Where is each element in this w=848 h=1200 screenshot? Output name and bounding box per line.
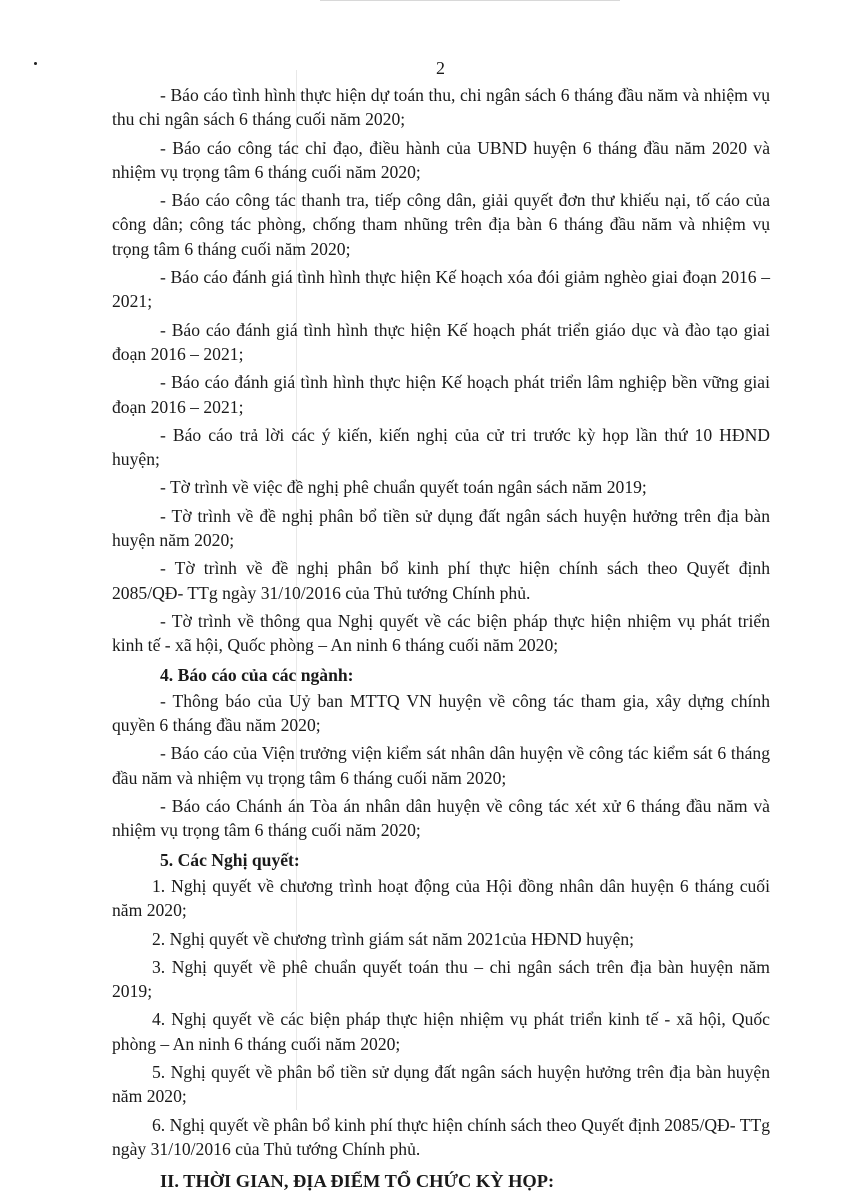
list-item: 3. Nghị quyết về phê chuẩn quyết toán thu – chi ngân sách trên địa bàn huyện năm 2019; (112, 956, 770, 1002)
scan-dot (34, 62, 37, 65)
section-heading-4: 4. Báo cáo của các ngành: (160, 664, 354, 685)
list-item: 1. Nghị quyết về chương trình hoạt động của Hội đồng nhân dân huyện 6 tháng cuối năm 2020; (112, 875, 770, 921)
list-item: - Tờ trình về đề nghị phân bổ tiền sử dụng đất ngân sách huyện hưởng trên địa bàn huyện năm 2020; (112, 505, 770, 551)
list-item: - Báo cáo công tác chỉ đạo, điều hành của UBND huyện 6 tháng đầu năm 2020 và nhiệm vụ trọng tâm 6 tháng cuối năm 2020; (112, 137, 770, 182)
list-item: - Báo cáo trả lời các ý kiến, kiến nghị của cử tri trước kỳ họp lần thứ 10 HĐND huyện; (112, 424, 770, 470)
page-number: 2 (436, 58, 445, 78)
list-item: - Báo cáo Chánh án Tòa án nhân dân huyện về công tác xét xử 6 tháng đầu năm và nhiệm vụ trọng tâm 6 tháng cuối năm 2020; (112, 796, 770, 841)
list-item: - Tờ trình về thông qua Nghị quyết về các biện pháp thực hiện nhiệm vụ phát triển kinh tế - xã hội, Quốc phòng – An ninh 6 tháng cuối năm 2020; (112, 610, 770, 656)
list-item: - Báo cáo đánh giá tình hình thực hiện Kế hoạch phát triển lâm nghiệp bền vững giai đoạn 2016 – 2021; (112, 372, 770, 417)
scan-top-edge (320, 0, 620, 1)
list-item: - Tờ trình về đề nghị phân bổ kinh phí thực hiện chính sách theo Quyết định 2085/QĐ- TTg ngày 31/10/2016 của Thủ tướng Chính phủ. (112, 558, 770, 603)
list-item: 2. Nghị quyết về chương trình giám sát năm 2021của HĐND huyện; (152, 928, 635, 949)
section-heading-5: 5. Các Nghị quyết: (160, 849, 300, 870)
list-item: - Báo cáo đánh giá tình hình thực hiện Kế hoạch xóa đói giảm nghèo giai đoạn 2016 – 2021; (112, 267, 770, 312)
list-item: - Báo cáo công tác thanh tra, tiếp công dân, giải quyết đơn thư khiếu nại, tố cáo của công dân; công tác phòng, chống tham nhũng trên địa bàn 6 tháng đầu năm và nhiệm vụ trọng tâm 6 tháng cuối năm 2020; (112, 190, 770, 259)
section-heading-II: II. THỜI GIAN, ĐỊA ĐIỂM TỔ CHỨC KỲ HỌP: (160, 1171, 555, 1192)
list-item: 4. Nghị quyết về các biện pháp thực hiện nhiệm vụ phát triển kinh tế - xã hội, Quốc phòng – An ninh 6 tháng cuối năm 2020; (112, 1009, 770, 1054)
document-body (112, 83, 770, 1193)
list-item: 6. Nghị quyết về phân bổ kinh phí thực hiện chính sách theo Quyết định 2085/QĐ- TTg ngày 31/10/2016 của Thủ tướng Chính phủ. (112, 1114, 770, 1159)
list-item: 5. Nghị quyết về phân bổ tiền sử dụng đất ngân sách huyện hưởng trên địa bàn huyện năm 2020; (112, 1061, 770, 1107)
list-item: - Thông báo của Uỷ ban MTTQ VN huyện về công tác tham gia, xây dựng chính quyền 6 tháng đầu năm 2020; (112, 690, 770, 736)
list-item: - Báo cáo đánh giá tình hình thực hiện Kế hoạch phát triển giáo dục và đào tạo giai đoạn 2016 – 2021; (112, 319, 770, 364)
list-item: - Báo cáo của Viện trưởng viện kiểm sát nhân dân huyện về công tác kiểm sát 6 tháng đầu năm và nhiệm vụ trọng tâm 6 tháng cuối năm 2020; (112, 743, 770, 788)
list-item: - Tờ trình về việc đề nghị phê chuẩn quyết toán ngân sách năm 2019; (160, 477, 647, 498)
list-item: - Báo cáo tình hình thực hiện dự toán thu, chi ngân sách 6 tháng đầu năm và nhiệm vụ thu chi ngân sách 6 tháng cuối năm 2020; (112, 85, 770, 130)
